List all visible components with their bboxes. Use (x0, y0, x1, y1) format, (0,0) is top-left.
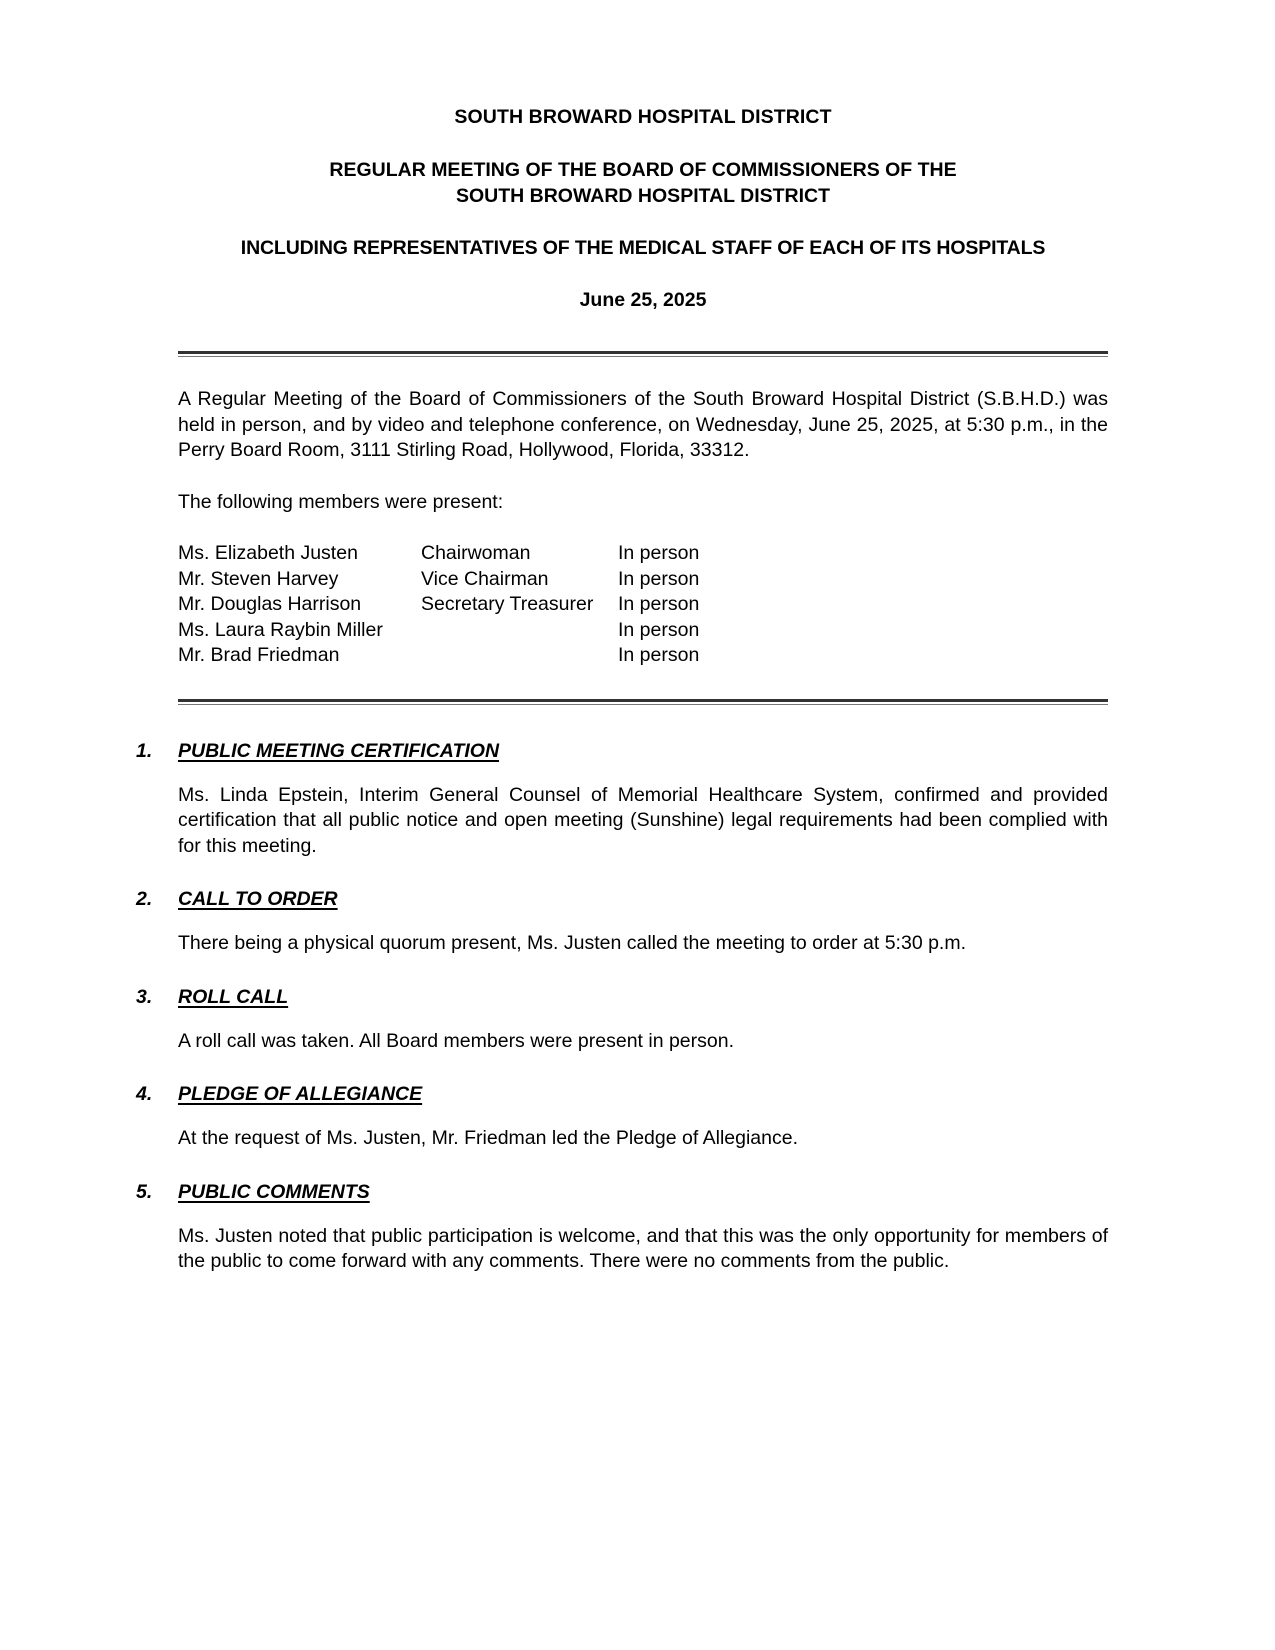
opening-paragraph: A Regular Meeting of the Board of Commissioners of the South Broward Hospital District (S.B.H.D.) was held in person, and by video and telephone conference, on Wednesday, June 25, 2025, at 5:30 p.m., in the Perry Board Room, 3111 Stirling Road, Hollywood, Florida, 33312. (178, 388, 1108, 461)
section-number: 3. (136, 985, 153, 1008)
attendee-attendance: In person (618, 542, 700, 564)
section-public-comments (136, 1180, 1108, 1275)
attendee-name: Ms. Laura Raybin Miller (178, 618, 383, 641)
section-heading (136, 1082, 1108, 1107)
meeting-title-line-2: SOUTH BROWARD HOSPITAL DISTRICT (455, 185, 831, 207)
table-row (178, 567, 699, 593)
section-number: 4. (136, 1083, 153, 1105)
section-number: 1. (136, 739, 153, 762)
section-public-meeting-certification (136, 739, 1108, 860)
attendee-role (421, 643, 618, 669)
attendee-role: Secretary Treasurer (421, 593, 594, 615)
section-body: A roll call was taken. All Board members were present in person. (178, 1029, 735, 1052)
section-number: 2. (136, 888, 153, 910)
section-title: PUBLIC MEETING CERTIFICATION (178, 739, 500, 762)
attendee-attendance: In person (618, 593, 700, 615)
document-subtitle: INCLUDING REPRESENTATIVES OF THE MEDICAL STAFF OF EACH OF ITS HOSPITALS (240, 237, 1046, 259)
section-body: Ms. Justen noted that public participation is welcome, and that this was the only opportunity for members of the public to come forward with any comments. There were no comments from the public. (178, 1224, 1108, 1272)
meeting-title-line-1: REGULAR MEETING OF THE BOARD OF COMMISSIONERS OF THE (329, 159, 957, 181)
attendee-name: Mr. Steven Harvey (178, 567, 339, 590)
attendee-attendance: In person (618, 644, 700, 666)
table-row (178, 592, 699, 618)
attendees-table (178, 541, 699, 669)
section-call-to-order (136, 887, 1108, 957)
document-content (136, 0, 1108, 1294)
section-body: At the request of Ms. Justen, Mr. Friedman led the Pledge of Allegiance. (178, 1127, 799, 1149)
attendee-attendance: In person (618, 567, 700, 590)
section-roll-call (136, 985, 1108, 1055)
section-number: 5. (136, 1180, 153, 1203)
section-pledge-of-allegiance (136, 1082, 1108, 1152)
attendee-name: Mr. Brad Friedman (178, 644, 340, 666)
organization-name: SOUTH BROWARD HOSPITAL DISTRICT (454, 106, 832, 128)
section-heading (136, 1180, 1108, 1205)
section-heading (136, 739, 1108, 764)
section-heading (136, 887, 1108, 912)
attendance-intro: The following members were present: (178, 490, 504, 513)
attendee-name: Mr. Douglas Harrison (178, 593, 362, 615)
section-title: ROLL CALL (178, 985, 289, 1008)
attendee-role (421, 618, 618, 644)
attendee-role: Chairwoman (421, 542, 531, 564)
section-body: Ms. Linda Epstein, Interim General Counsel of Memorial Healthcare System, confirmed and provided certification that all public notice and open meeting (Sunshine) legal requirements had been complied with for this meeting. (178, 783, 1108, 857)
table-row (178, 618, 699, 644)
section-title: CALL TO ORDER (178, 888, 338, 910)
table-row (178, 541, 699, 567)
document-header (178, 0, 1108, 313)
section-body: There being a physical quorum present, Ms. Justen called the meeting to order at 5:30 p.m. (178, 932, 967, 954)
attendee-name: Ms. Elizabeth Justen (178, 542, 358, 564)
table-row (178, 643, 699, 669)
attendees-divider-rule (178, 699, 1108, 705)
meeting-date: June 25, 2025 (579, 289, 707, 311)
section-title: PLEDGE OF ALLEGIANCE (178, 1083, 423, 1105)
attendee-role: Vice Chairman (421, 567, 549, 590)
section-heading (136, 985, 1108, 1010)
header-divider-rule (178, 351, 1108, 357)
section-title: PUBLIC COMMENTS (178, 1180, 370, 1203)
attendee-attendance: In person (618, 618, 700, 641)
